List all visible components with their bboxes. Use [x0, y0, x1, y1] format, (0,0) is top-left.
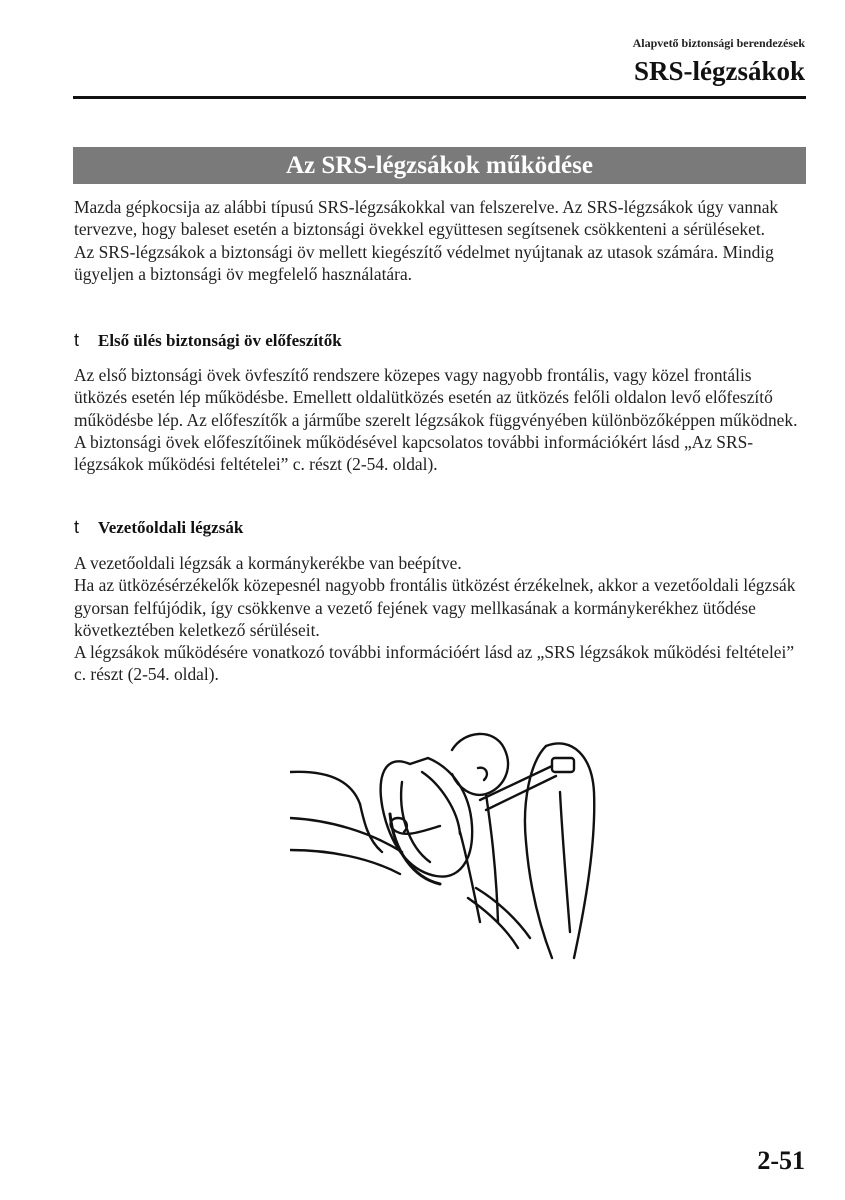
subsection-heading-label: Vezetőoldali légzsák [98, 517, 244, 537]
section-title-banner [73, 147, 806, 184]
header-rule [73, 96, 806, 99]
chapter-title: SRS-légzsákok [633, 56, 805, 86]
intro-paragraph: Mazda gépkocsija az alábbi típusú SRS-légzsákokkal van felszerelve. Az SRS-légzsákok úgy vannak tervezve, hogy baleset esetén a biztonsági övekkel együttesen segítsenek csökkenteni a sérüléseket. [74, 197, 779, 240]
bullet-icon: t [74, 517, 80, 537]
driver-airbag-paragraph: A vezetőoldali légzsák a kormánykerékbe van beépítve. [74, 553, 462, 573]
pretensioner-paragraph: Az első biztonsági övek övfeszítő rendszere közepes vagy nagyobb frontális, vagy közel frontális ütközés esetén lép működésbe. Emellett oldalütközés esetén az ütközés felőli oldalon levő előfeszítő működésbe lép. Az előfeszítők a járműbe szerelt légzsákok függvényében különbözőképpen működnek. A biztonsági övek előfeszítőinek működésével kapcsolatos további információkért lásd „Az SRS-légzsákok működési feltételei” c. részt (2-54. oldal). [74, 365, 798, 475]
page-number: 2-51 [757, 1146, 805, 1175]
driver-airbag-paragraph: Ha az ütközésérzékelők közepesnél nagyobb frontális ütközést érzékelnek, akkor a vezetőoldali légzsák gyorsan felfújódik, így csökkenve a vezető fejének vagy mellkasának a kormánykerékhez ütődése következtében keletkező sérüléseit. [74, 575, 796, 640]
section-title: Az SRS-légzsákok működése [286, 151, 593, 179]
running-head: Alapvető biztonsági berendezések [632, 36, 805, 50]
subsection-heading-pretensioner [74, 330, 804, 351]
driver-airbag-text [74, 552, 804, 686]
subsection-heading-driver-airbag [74, 517, 804, 538]
driver-airbag-illustration [290, 722, 620, 962]
intro-text [74, 196, 804, 285]
dashboard-line [290, 772, 360, 804]
belt-anchor [552, 758, 574, 772]
driver-head [452, 734, 508, 795]
seat-seam [560, 792, 570, 932]
steering-column-bottom [290, 850, 400, 874]
seat-belt-lap [476, 888, 530, 938]
seat-back [525, 746, 552, 958]
intro-paragraph: Az SRS-légzsákok a biztonsági öv mellett kiegészítő védelmet nyújtanak az utasok számára. Mindig ügyeljen a biztonsági öv megfelelő használatára. [74, 241, 774, 284]
driver-ear [478, 768, 487, 780]
dashboard-lower-line [360, 804, 382, 852]
pretensioner-text [74, 364, 804, 475]
driver-arm [394, 826, 440, 834]
driver-airbag-paragraph: A légzsákok működésére vonatkozó további információért lásd az „SRS légzsákok működési feltételei” c. részt (2-54. oldal). [74, 642, 795, 685]
subsection-heading-label: Első ülés biztonsági öv előfeszítők [98, 330, 342, 350]
bullet-icon: t [74, 330, 80, 350]
airbag-fold [422, 772, 460, 834]
